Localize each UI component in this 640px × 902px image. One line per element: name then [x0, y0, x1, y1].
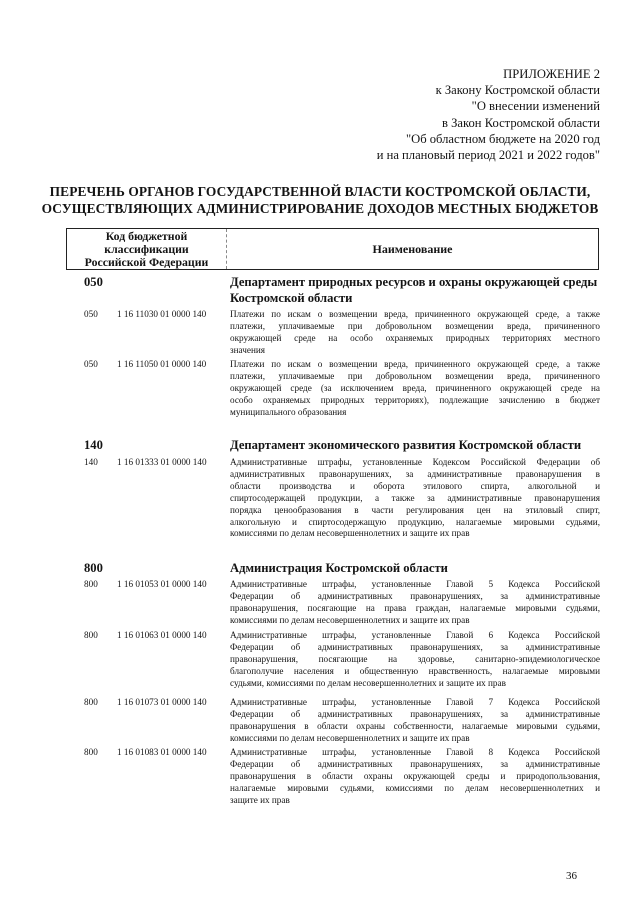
row-description: [230, 309, 600, 357]
row-description: [230, 630, 600, 690]
description-line: Федерации об административных правонарушениях, за административные: [230, 641, 600, 652]
description-line: платежи, уплачиваемые при добровольном возмещении вреда, причиненного: [230, 370, 600, 381]
appendix-line: ПРИЛОЖЕНИЕ 2: [503, 67, 600, 81]
section-name: [230, 275, 600, 306]
description-line: Федерации об административных правонарушениях, за административные: [230, 758, 600, 769]
description-line: значения: [230, 344, 266, 355]
description-line: Платежи по искам о возмещении вреда, причиненного окружающей среде, а также: [230, 309, 600, 319]
appendix-line: и на плановый период 2021 и 2022 годов": [376, 148, 600, 163]
section-name-line: Администрация Костромской области: [230, 561, 448, 575]
section-name: [230, 561, 600, 577]
description-line: алкогольную и спиртосодержащую продукцию, налагаемые мировыми судьями,: [230, 516, 600, 527]
document-title: [0, 183, 640, 217]
description-line: правонарушения в области охраны собственности, налагаемые мировыми судьями,: [230, 720, 600, 731]
section-code: 050: [84, 275, 103, 289]
admin-code: 800: [84, 630, 98, 640]
kbk-code: 1 16 01083 01 0000 140: [117, 747, 207, 757]
appendix-header: [377, 66, 600, 163]
description-line: налагаемые мировыми судьями, комиссиями по делам несовершеннолетних и: [230, 782, 600, 793]
header-name-column: Наименование: [372, 242, 453, 256]
description-line: Административные штрафы, установленные Главой 5 Кодекса Российской: [230, 579, 600, 589]
description-line: Административные штрафы, установленные Главой 6 Кодекса Российской: [230, 630, 600, 640]
description-line: порядка ценообразования в части регулирования цен на этиловый спирт,: [230, 504, 600, 515]
admin-code: 050: [84, 309, 98, 319]
description-line: Административные штрафы, установленные Главой 8 Кодекса Российской: [230, 747, 600, 757]
kbk-code: 1 16 01053 01 0000 140: [117, 579, 207, 589]
section-code: 140: [84, 438, 103, 452]
row-description: [230, 579, 600, 627]
description-line: Платежи по искам о возмещении вреда, причиненного окружающей среде, а также: [230, 359, 600, 369]
admin-code: 050: [84, 359, 98, 369]
appendix-line: к Закону Костромской области: [435, 83, 600, 98]
row-description: [230, 747, 600, 807]
title-line-1: ПЕРЕЧЕНЬ ОРГАНОВ ГОСУДАРСТВЕННОЙ ВЛАСТИ КОСТРОМСКОЙ ОБЛАСТИ,: [49, 184, 591, 199]
description-line: правонарушения в области охраны окружающей среды и природопользования,: [230, 770, 600, 781]
appendix-line: "О внесении изменений: [471, 99, 600, 114]
row-description: [230, 697, 600, 745]
description-line: комиссиями по делам несовершеннолетних и защите их прав: [230, 614, 470, 625]
description-line: области производства и оборота этилового спирта, алкогольной и: [230, 480, 600, 491]
description-line: окружающей среде на особо охраняемых природных территориях местного: [230, 332, 600, 343]
description-line: окружающей среде (за исключением вреда, причиненного окружающей среде на: [230, 382, 600, 393]
admin-code: 800: [84, 579, 98, 589]
kbk-code: 1 16 01063 01 0000 140: [117, 630, 207, 640]
header-code-line: классификации: [104, 242, 189, 257]
description-line: Федерации об административных правонарушениях, за административные: [230, 590, 600, 601]
section-code: 800: [84, 561, 103, 575]
description-line: Административные штрафы, установленные Главой 7 Кодекса Российской: [230, 697, 600, 707]
title-line-2: ОСУЩЕСТВЛЯЮЩИХ АДМИНИСТРИРОВАНИЕ ДОХОДОВ МЕСТНЫХ БЮДЖЕТОВ: [41, 201, 599, 216]
description-line: муниципального образования: [230, 406, 347, 417]
description-line: правонарушения, посягающие на здоровье, санитарно-эпидемиологическое: [230, 653, 600, 664]
description-line: спиртосодержащей продукции, а также за административные правонарушения: [230, 492, 600, 503]
row-description: [230, 359, 600, 419]
header-code-line: Код бюджетной: [105, 229, 188, 243]
section-name-line: Департамент природных ресурсов и охраны окружающей среды: [230, 275, 598, 289]
description-line: платежи, уплачиваемые при добровольном возмещении вреда, причиненного: [230, 320, 600, 331]
description-line: Административные штрафы, установленные Кодексом Российской Федерации об: [230, 457, 600, 467]
row-description: [230, 457, 600, 540]
description-line: административных правонарушениях, за административные правонарушения в: [230, 468, 600, 479]
admin-code: 800: [84, 747, 98, 757]
kbk-code: 1 16 01333 01 0000 140: [117, 457, 207, 467]
appendix-line: "Об областном бюджете на 2020 год: [405, 131, 600, 146]
kbk-code: 1 16 01073 01 0000 140: [117, 697, 207, 707]
section-name-line: Костромской области: [230, 290, 353, 305]
admin-code: 140: [84, 457, 98, 467]
section-name-line: Департамент экономического развития Костромской области: [230, 438, 582, 452]
header-code-column: [67, 229, 227, 269]
description-line: комиссиями по делам несовершеннолетних и защите их прав: [230, 528, 470, 539]
kbk-code: 1 16 11050 01 0000 140: [117, 359, 207, 369]
description-line: судьями, комиссиями по делам несовершеннолетних и защите их прав: [230, 677, 506, 688]
kbk-code: 1 16 11030 01 0000 140: [117, 309, 207, 319]
section-name: [230, 438, 600, 454]
description-line: особо охраняемых природных территориях), подлежащие зачислению в бюджет: [230, 394, 600, 405]
header-code-line: Российской Федерации: [84, 255, 209, 270]
table-header: [66, 228, 599, 270]
page-number: 36: [566, 870, 577, 882]
description-line: правонарушения, посягающие на права граждан, налагаемые мировыми судьями,: [230, 602, 600, 613]
appendix-line: в Закон Костромской области: [442, 115, 600, 130]
description-line: комиссиями по делам несовершеннолетних и защите их прав: [230, 732, 470, 743]
description-line: Федерации об административных правонарушениях, за административные: [230, 708, 600, 719]
description-line: защите их прав: [230, 794, 290, 805]
admin-code: 800: [84, 697, 98, 707]
description-line: благополучие населения и общественную нравственность, налагаемые мировыми: [230, 665, 600, 676]
